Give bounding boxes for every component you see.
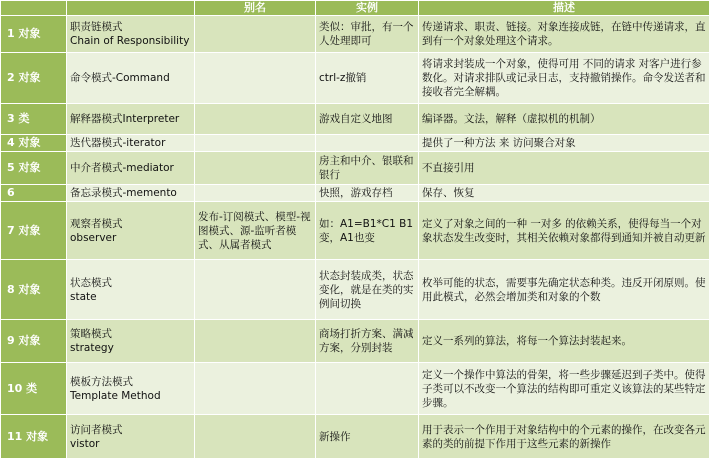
pattern-name-cn: 备忘录模式-memento [70, 186, 191, 200]
example-cell: 房主和中介、银联和银行 [316, 152, 419, 185]
description-cell: 传递请求、职责、链接。对象连接成链，在链中传递请求，直到有一个对象处理这个请求。 [419, 16, 709, 53]
pattern-name [67, 16, 195, 53]
pattern-name-en: Template Method [70, 389, 191, 403]
header-description: 描述 [419, 1, 709, 16]
pattern-name [67, 152, 195, 185]
description-cell: 用于表示一个作用于对象结构中的个元素的操作，在改变各元素的类的前提下作用于这些元素的新操作 [419, 415, 709, 459]
header-row [1, 1, 709, 16]
example-cell: 游戏自定义地图 [316, 104, 419, 135]
example-cell: 状态封装成类，状态变化，就是在类的实例间切换 [316, 260, 419, 320]
example-cell: ctrl-z撤销 [316, 53, 419, 104]
pattern-name [67, 320, 195, 363]
description-cell: 不直接引用 [419, 152, 709, 185]
pattern-name [67, 135, 195, 152]
table-row [1, 320, 709, 363]
row-index: 9 对象 [1, 320, 67, 363]
example-cell: 类似：审批，有一个人处理即可 [316, 16, 419, 53]
description-cell: 枚举可能的状态，需要事先确定状态种类。违反开闭原则。使用此模式，必然会增加类和对象的个数 [419, 260, 709, 320]
table-row [1, 202, 709, 260]
description-cell: 定义了对象之间的一种 一对多 的依赖关系，使得每当一个对象状态发生改变时，其相关依赖对象都得到通知并被自动更新 [419, 202, 709, 260]
header-name [67, 1, 195, 16]
pattern-name-cn: 观察者模式 [70, 217, 191, 231]
alias-cell [195, 16, 316, 53]
pattern-name [67, 415, 195, 459]
row-index: 5 对象 [1, 152, 67, 185]
table-row [1, 16, 709, 53]
example-cell [316, 363, 419, 415]
example-cell: 新操作 [316, 415, 419, 459]
alias-cell [195, 320, 316, 363]
table-row [1, 104, 709, 135]
example-cell: 如：A1=B1*C1 B1变，A1也变 [316, 202, 419, 260]
alias-cell [195, 260, 316, 320]
pattern-name [67, 363, 195, 415]
row-index: 10 类 [1, 363, 67, 415]
pattern-name [67, 104, 195, 135]
row-index: 11 对象 [1, 415, 67, 459]
description-cell: 将请求封装成一个对象，使得可用 不同的请求 对客户进行参数化。对请求排队或记录日志，支持撤销操作。命令发送者和接收者完全解耦。 [419, 53, 709, 104]
table-row [1, 260, 709, 320]
table-row [1, 415, 709, 459]
pattern-name [67, 185, 195, 202]
description-cell: 定义一系列的算法，将每一个算法封装起来。 [419, 320, 709, 363]
description-cell: 提供了一种方法 来 访问聚合对象 [419, 135, 709, 152]
pattern-name-cn: 模板方法模式 [70, 375, 191, 389]
table-row [1, 363, 709, 415]
alias-cell [195, 104, 316, 135]
pattern-name-en: vistor [70, 437, 191, 451]
description-cell: 编译器。文法，解释（虚拟机的机制） [419, 104, 709, 135]
header-alias: 别名 [195, 1, 316, 16]
alias-cell [195, 415, 316, 459]
example-cell: 商场打折方案、满减方案，分别封装 [316, 320, 419, 363]
alias-cell [195, 53, 316, 104]
pattern-name-cn: 职责链模式 [70, 20, 191, 34]
example-cell [316, 135, 419, 152]
row-index: 1 对象 [1, 16, 67, 53]
alias-cell [195, 363, 316, 415]
alias-cell [195, 135, 316, 152]
table-row [1, 135, 709, 152]
row-index: 3 类 [1, 104, 67, 135]
row-index: 7 对象 [1, 202, 67, 260]
pattern-name-en: state [70, 290, 191, 304]
alias-cell [195, 185, 316, 202]
pattern-name-cn: 状态模式 [70, 276, 191, 290]
example-cell: 快照，游戏存档 [316, 185, 419, 202]
pattern-name-en: Chain of Responsibility [70, 34, 191, 48]
pattern-name-cn: 中介者模式-mediator [70, 161, 191, 175]
table-row [1, 53, 709, 104]
row-index: 2 对象 [1, 53, 67, 104]
pattern-name-cn: 访问者模式 [70, 423, 191, 437]
table-row [1, 185, 709, 202]
row-index: 6 [1, 185, 67, 202]
alias-cell [195, 152, 316, 185]
pattern-name-cn: 迭代器模式-iterator [70, 136, 191, 150]
header-example: 实例 [316, 1, 419, 16]
pattern-name [67, 53, 195, 104]
pattern-name-en: observer [70, 231, 191, 245]
row-index: 4 对象 [1, 135, 67, 152]
alias-cell: 发布-订阅模式、模型-视图模式、源-监听者模式、从属者模式 [195, 202, 316, 260]
row-index: 8 对象 [1, 260, 67, 320]
pattern-name-cn: 解释器模式Interpreter [70, 112, 191, 126]
pattern-name [67, 260, 195, 320]
pattern-name [67, 202, 195, 260]
table-row [1, 152, 709, 185]
pattern-name-cn: 命令模式-Command [70, 71, 191, 85]
pattern-name-en: strategy [70, 341, 191, 355]
pattern-name-cn: 策略模式 [70, 327, 191, 341]
description-cell: 保存、恢复 [419, 185, 709, 202]
description-cell: 定义一个操作中算法的骨架，将一些步骤延迟到子类中。使得子类可以不改变一个算法的结构即可重定义该算法的某些特定步骤。 [419, 363, 709, 415]
header-index [1, 1, 67, 16]
